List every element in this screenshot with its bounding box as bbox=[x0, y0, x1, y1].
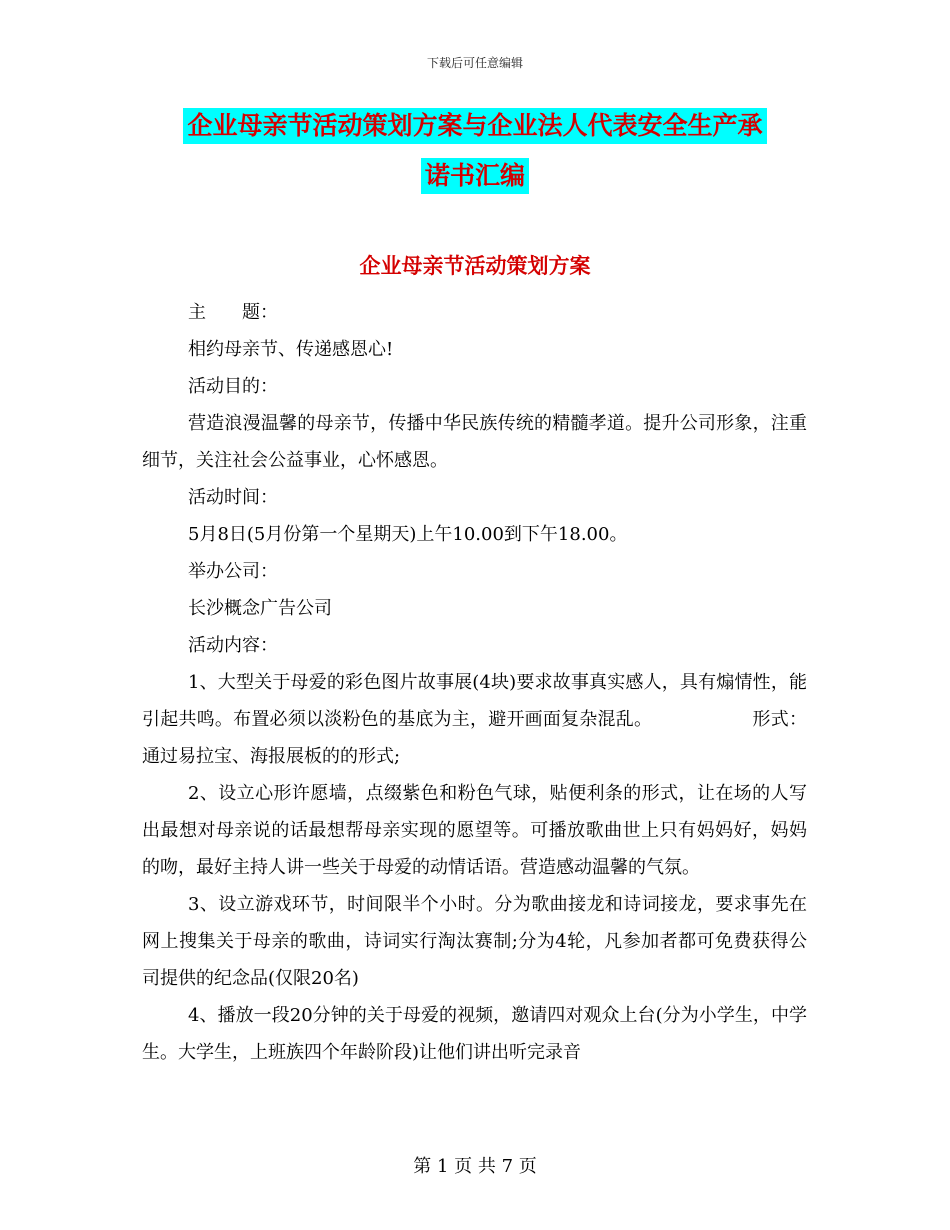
document-body bbox=[142, 294, 807, 1071]
content-item-3: 3、设立游戏环节，时间限半个小时。分为歌曲接龙和诗词接龙，要求事先在网上搜集关于母亲的歌曲，诗词实行淘汰赛制;分为4轮，凡参加者都可免费获得公司提供的纪念品(仅限20名) bbox=[142, 894, 807, 989]
theme-label: 主 题： bbox=[188, 302, 278, 323]
purpose-text: 营造浪漫温馨的母亲节，传播中华民族传统的精髓孝道。提升公司形象，注重细节，关注社会公益事业，心怀感恩。 bbox=[142, 413, 807, 471]
section-title: 企业母亲节活动策划方案 bbox=[359, 254, 591, 278]
document-title bbox=[140, 108, 810, 194]
content-item-2: 2、设立心形许愿墙，点缀紫色和粉色气球，贴便利条的形式，让在场的人写出最想对母亲说的话最想帮母亲实现的愿望等。可播放歌曲世上只有妈妈好，妈妈的吻，最好主持人讲一些关于母爱的动情话语。营造感动温馨的气氛。 bbox=[142, 783, 807, 878]
content-item-4: 4、播放一段20分钟的关于母爱的视频，邀请四对观众上台(分为小学生，中学生。大学生，上班族四个年龄阶段)让他们讲出听完录音 bbox=[142, 1005, 807, 1063]
page-footer: 第 1 页 共 7 页 bbox=[413, 1156, 537, 1177]
purpose-label: 活动目的： bbox=[188, 376, 278, 397]
page-header: 下载后可任意编辑 bbox=[426, 56, 523, 70]
title-line-1: 企业母亲节活动策划方案与企业法人代表安全生产承 bbox=[183, 108, 766, 144]
theme-text: 相约母亲节、传递感恩心! bbox=[188, 339, 394, 360]
time-text: 5月8日(5月份第一个星期天)上午10.00到下午18.00。 bbox=[188, 524, 628, 545]
content-item-1: 1、大型关于母爱的彩色图片故事展(4块)要求故事真实感人，具有煽情性，能引起共鸣。布置必须以淡粉色的基底为主，避开画面复杂混乱。 形式：通过易拉宝、海报展板的的形式; bbox=[142, 672, 807, 767]
content-label: 活动内容： bbox=[188, 635, 278, 656]
organizer-text: 长沙概念广告公司 bbox=[188, 598, 332, 619]
time-label: 活动时间： bbox=[188, 487, 278, 508]
title-line-2: 诺书汇编 bbox=[421, 158, 529, 194]
organizer-label: 举办公司： bbox=[188, 561, 278, 582]
